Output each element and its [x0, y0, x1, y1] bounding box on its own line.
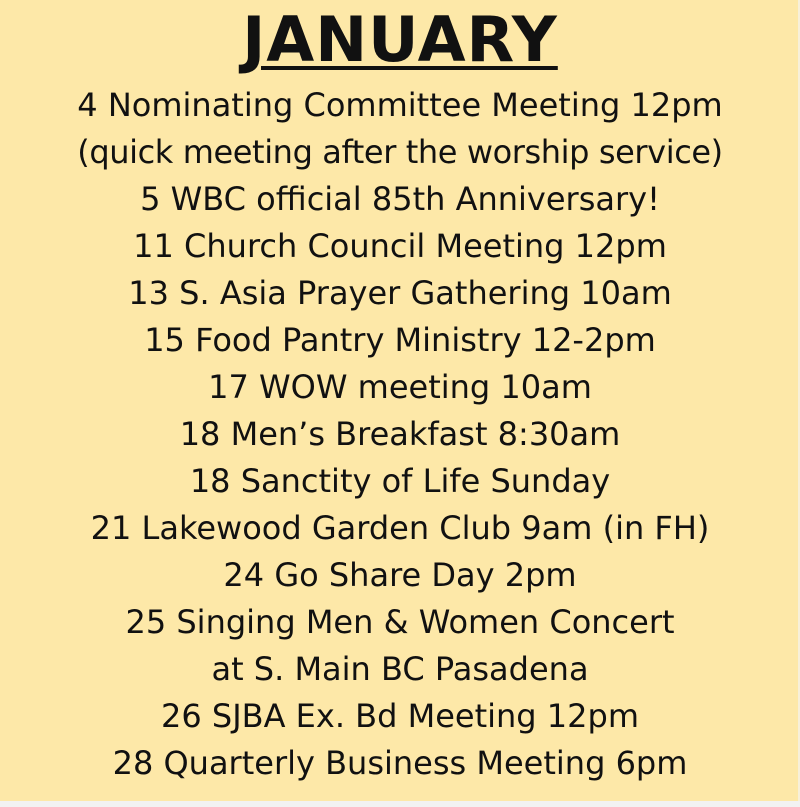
- event-line: 13 S. Asia Prayer Gathering 10am: [128, 274, 672, 312]
- month-title: JANUARY: [242, 3, 558, 76]
- event-line: 28 Quarterly Business Meeting 6pm: [112, 744, 688, 782]
- page-bottom-border: [0, 801, 800, 807]
- event-line: 18 Men’s Breakfast 8:30am: [179, 415, 621, 453]
- event-line: 15 Food Pantry Ministry 12-2pm: [144, 321, 656, 359]
- event-line: 24 Go Share Day 2pm: [223, 556, 577, 594]
- event-line: 4 Nominating Committee Meeting 12pm: [77, 86, 723, 124]
- event-continuation-line: at S. Main BC Pasadena: [211, 650, 589, 688]
- event-line: 5 WBC official 85th Anniversary!: [140, 180, 660, 218]
- event-line: 11 Church Council Meeting 12pm: [133, 227, 667, 265]
- event-note-line: (quick meeting after the worship service): [77, 133, 723, 171]
- event-line: 18 Sanctity of Life Sunday: [189, 462, 611, 500]
- event-line: 17 WOW meeting 10am: [208, 368, 592, 406]
- event-list: [0, 82, 800, 787]
- event-line: 26 SJBA Ex. Bd Meeting 12pm: [161, 697, 639, 735]
- event-line: 21 Lakewood Garden Club 9am (in FH): [90, 509, 710, 547]
- event-line: 25 Singing Men & Women Concert: [125, 603, 675, 641]
